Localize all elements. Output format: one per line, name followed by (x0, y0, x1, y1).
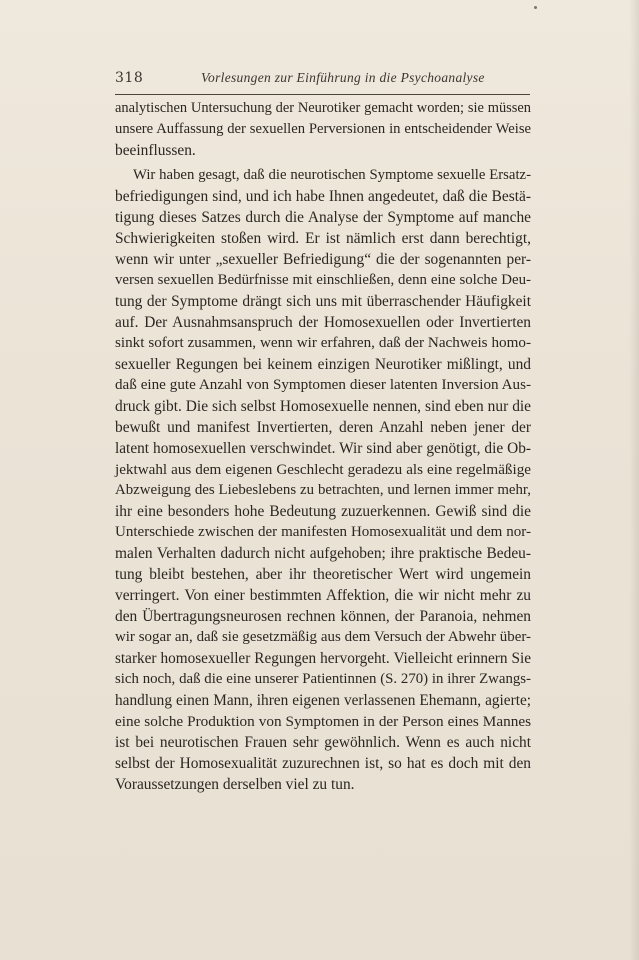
text-line: eine solche Produktion von Symptomen in der Person eines Mannes (115, 713, 531, 730)
text-line: verringert. Von einer bestimmten Affektion, die wir nicht mehr zu (115, 587, 531, 604)
text-line: befriedigungen sind, und ich habe Ihnen angedeutet, daß die Bestä- (115, 188, 531, 205)
text-line: malen Verhalten dadurch nicht aufgehoben; ihre praktische Bedeu- (115, 545, 531, 562)
text-line: tung der Symptome drängt sich uns mit überraschender Häufigkeit (115, 293, 531, 310)
page-header (115, 70, 530, 92)
header-rule (115, 94, 530, 95)
text-line: Wir haben gesagt, daß die neurotischen Symptome sexuelle Ersatz- (133, 167, 531, 183)
text-line: ist bei neurotischen Frauen sehr gewöhnlich. Wenn es auch nicht (115, 734, 531, 751)
text-line: druck gibt. Die sich selbst Homosexuelle nennen, sind eben nur die (115, 398, 531, 415)
text-line: selbst der Homosexualität zuzurechnen ist, so hat es doch mit den (115, 755, 531, 772)
text-line: jektwahl aus dem eigenen Geschlecht geradezu als eine regelmäßige (115, 461, 531, 478)
text-line: beeinflussen. (115, 142, 196, 159)
text-line: Voraussetzungen derselben viel zu tun. (115, 776, 355, 793)
running-title: Vorlesungen zur Einführung in die Psychoanalyse (201, 70, 485, 85)
text-line: daß eine gute Anzahl von Symptomen dieser latenten Inversion Aus- (115, 377, 531, 393)
text-line: Schwierigkeiten stoßen wird. Er ist nämlich erst dann berechtigt, (115, 230, 531, 247)
text-line: wenn wir unter „sexueller Befriedigung“ die der sogenannten per- (115, 251, 531, 268)
text-line: den Übertragungsneurosen rechnen können, der Paranoia, nehmen (115, 608, 531, 625)
text-line: wir sogar an, daß sie gesetzmäßig aus dem Versuch der Abwehr über- (115, 629, 531, 645)
text-line: analytischen Untersuchung der Neurotiker gemacht worden; sie müssen (115, 100, 531, 116)
text-line: ihr eine besonders hohe Bedeutung zuzuerkennen. Gewiß sind die (115, 503, 531, 520)
text-line: Abzweigung des Liebeslebens zu betrachten, und lernen immer mehr, (115, 482, 531, 498)
text-line: handlung einen Mann, ihren eigenen verlassenen Ehemann, agierte; (115, 692, 531, 709)
page-number: 318 (115, 70, 144, 86)
body-text (115, 98, 531, 795)
text-line: sexueller Regungen bei keinem einzigen Neurotiker mißlingt, und (115, 356, 531, 373)
text-line: versen sexuellen Bedürfnisse mit einschließen, denn eine solche Deu- (115, 272, 531, 288)
text-line: sinkt sofort zusammen, wenn wir erfahren, daß der Nachweis homo- (115, 335, 531, 351)
text-line: unsere Auffassung der sexuellen Perversionen in entscheidender Weise (115, 121, 531, 137)
text-line: Unterschiede zwischen der manifesten Homosexualität und dem nor- (115, 524, 531, 540)
text-line: auf. Der Ausnahmsanspruch der Homosexuellen oder Invertierten (115, 314, 531, 331)
text-line: sich noch, daß die eine unserer Patientinnen (S. 270) in ihrer Zwangs- (115, 671, 531, 687)
ink-speck (534, 6, 537, 9)
text-line: tigung dieses Satzes durch die Analyse der Symptome auf manche (115, 209, 531, 226)
text-line: starker homosexueller Regungen hervorgeht. Vielleicht erinnern Sie (115, 650, 531, 667)
text-line: latent homosexuellen verschwindet. Wir sind aber genötigt, die Ob- (115, 440, 531, 457)
paragraph-2 (115, 165, 531, 795)
text-line: bewußt und manifest Invertierten, deren Anzahl neben jener der (115, 419, 531, 436)
paragraph-1 (115, 98, 531, 161)
text-line: tung bleibt bestehen, aber ihr theoretischer Wert wird ungemein (115, 566, 531, 583)
